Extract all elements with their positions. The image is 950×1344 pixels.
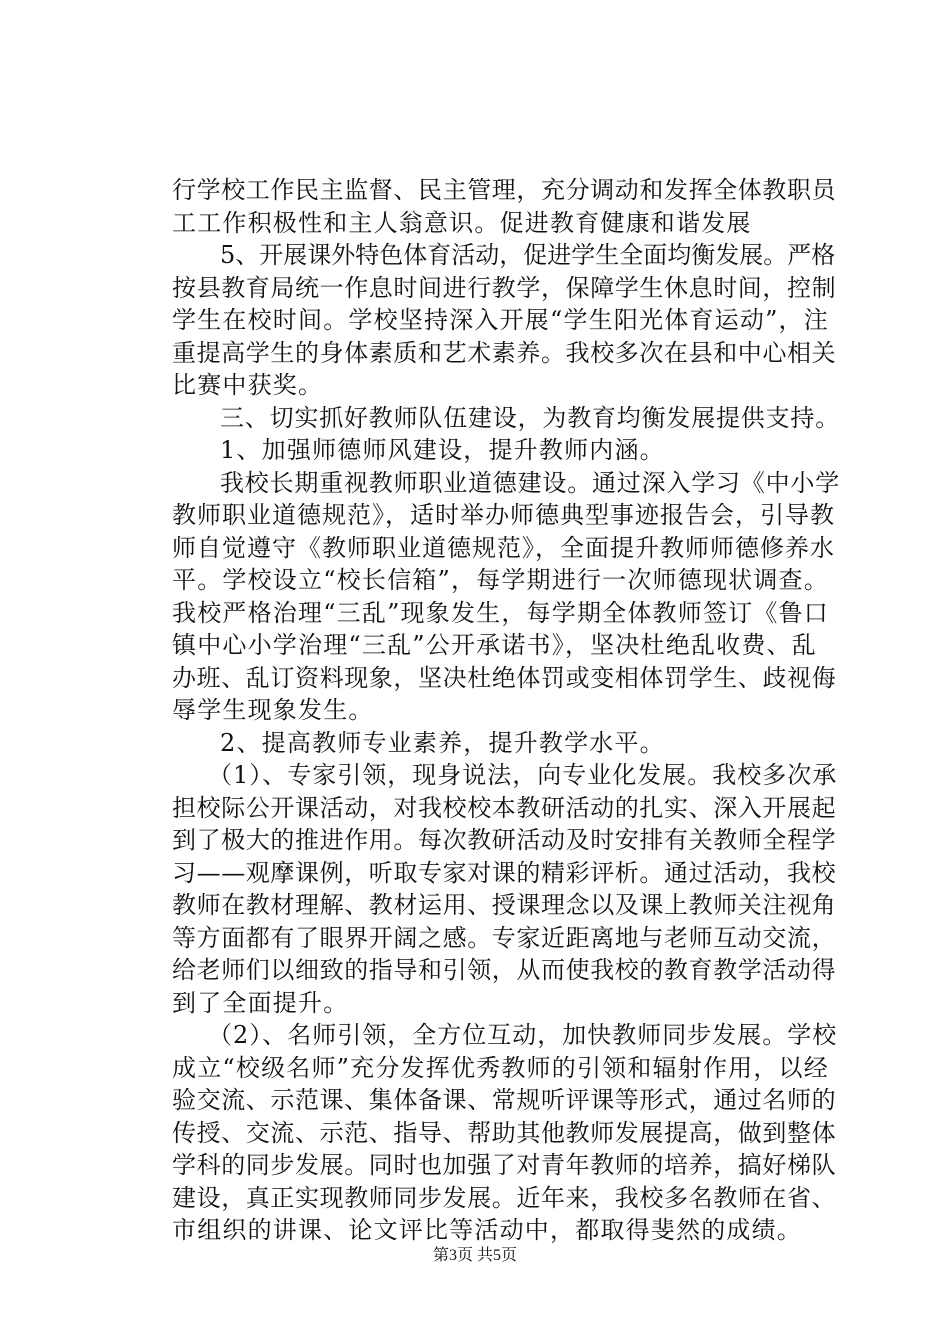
text-line: 行学校工作民主监督、民主管理，充分调动和发挥全体教职员 xyxy=(172,176,837,204)
text-line: 按县教育局统一作息时间进行教学，保障学生休息时间，控制 xyxy=(172,273,837,302)
text-line: 担校际公开课活动，对我校校本教研活动的扎实、深入开展起 xyxy=(172,793,837,822)
text-line: 重提高学生的身体素质和艺术素养。我校多次在县和中心相关 xyxy=(172,338,837,367)
text-line: 比赛中获奖。 xyxy=(172,371,324,399)
text-line: 学生在校时间。学校坚持深入开展“学生阳光体育运动”，注 xyxy=(172,306,829,334)
text-line: 教师在教材理解、教材运用、授课理念以及课上教师关注视角 xyxy=(172,891,837,919)
text-line: 我校长期重视教师职业道德建设。通过深入学习《中小学 xyxy=(220,468,840,497)
text-line: 5、开展课外特色体育活动，促进学生全面均衡发展。严格 xyxy=(220,241,836,269)
text-line: 师自觉遵守《教师职业道德规范》，全面提升教师师德修养水 xyxy=(172,533,835,562)
text-line: 平。学校设立“校长信箱”，每学期进行一次师德现状调查。 xyxy=(172,566,829,594)
text-line: 到了全面提升。 xyxy=(172,988,349,1017)
page-footer: 第3页 共5页 xyxy=(432,1247,517,1264)
text-line: 辱学生现象发生。 xyxy=(172,696,374,724)
text-line: 市组织的讲课、论文评比等活动中，都取得斐然的成绩。 xyxy=(172,1216,802,1244)
body-text xyxy=(172,174,840,1247)
text-line: 学科的同步发展。同时也加强了对青年教师的培养，搞好梯队 xyxy=(172,1151,837,1179)
text-line: 给老师们以细致的指导和引领，从而使我校的教育教学活动得 xyxy=(172,956,837,984)
text-line: 成立“校级名师”充分发挥优秀教师的引领和辐射作用，以经 xyxy=(172,1053,829,1082)
text-line: 传授、交流、示范、指导、帮助其他教师发展提高，做到整体 xyxy=(172,1118,837,1147)
text-line: 教师职业道德规范》，适时举办师德典型事迹报告会，引导教 xyxy=(172,501,835,529)
text-line: 三、切实抓好教师队伍建设，为教育均衡发展提供支持。 xyxy=(220,403,840,432)
text-line: 到了极大的推进作用。每次教研活动及时安排有关教师全程学 xyxy=(172,826,837,854)
text-line: 我校严格治理“三乱”现象发生，每学期全体教师签订《鲁口 xyxy=(172,598,829,627)
text-line: 2、提高教师专业素养，提升教学水平。 xyxy=(220,728,665,757)
text-line: 建设，真正实现教师同步发展。近年来，我校多名教师在省、 xyxy=(172,1183,837,1212)
text-line: 1、加强师德师风建设，提升教师内涵。 xyxy=(220,436,665,464)
text-line: 办班、乱订资料现象，坚决杜绝体罚或变相体罚学生、歧视侮 xyxy=(172,663,837,692)
text-line: （1）、专家引领，现身说法，向专业化发展。我校多次承 xyxy=(208,761,838,789)
text-line: （2）、名师引领，全方位互动，加快教师同步发展。学校 xyxy=(208,1021,838,1049)
text-line: 习——观摩课例，听取专家对课的精彩评析。通过活动，我校 xyxy=(172,858,837,887)
text-line: 验交流、示范课、集体备课、常规听评课等形式，通过名师的 xyxy=(172,1086,837,1114)
text-line: 镇中心小学治理“三乱”公开承诺书》，坚决杜绝乱收费、乱 xyxy=(172,631,817,659)
text-line: 工工作积极性和主人翁意识。促进教育健康和谐发展 xyxy=(172,208,752,237)
text-line: 等方面都有了眼界开阔之感。专家近距离地与老师互动交流， xyxy=(172,923,837,952)
